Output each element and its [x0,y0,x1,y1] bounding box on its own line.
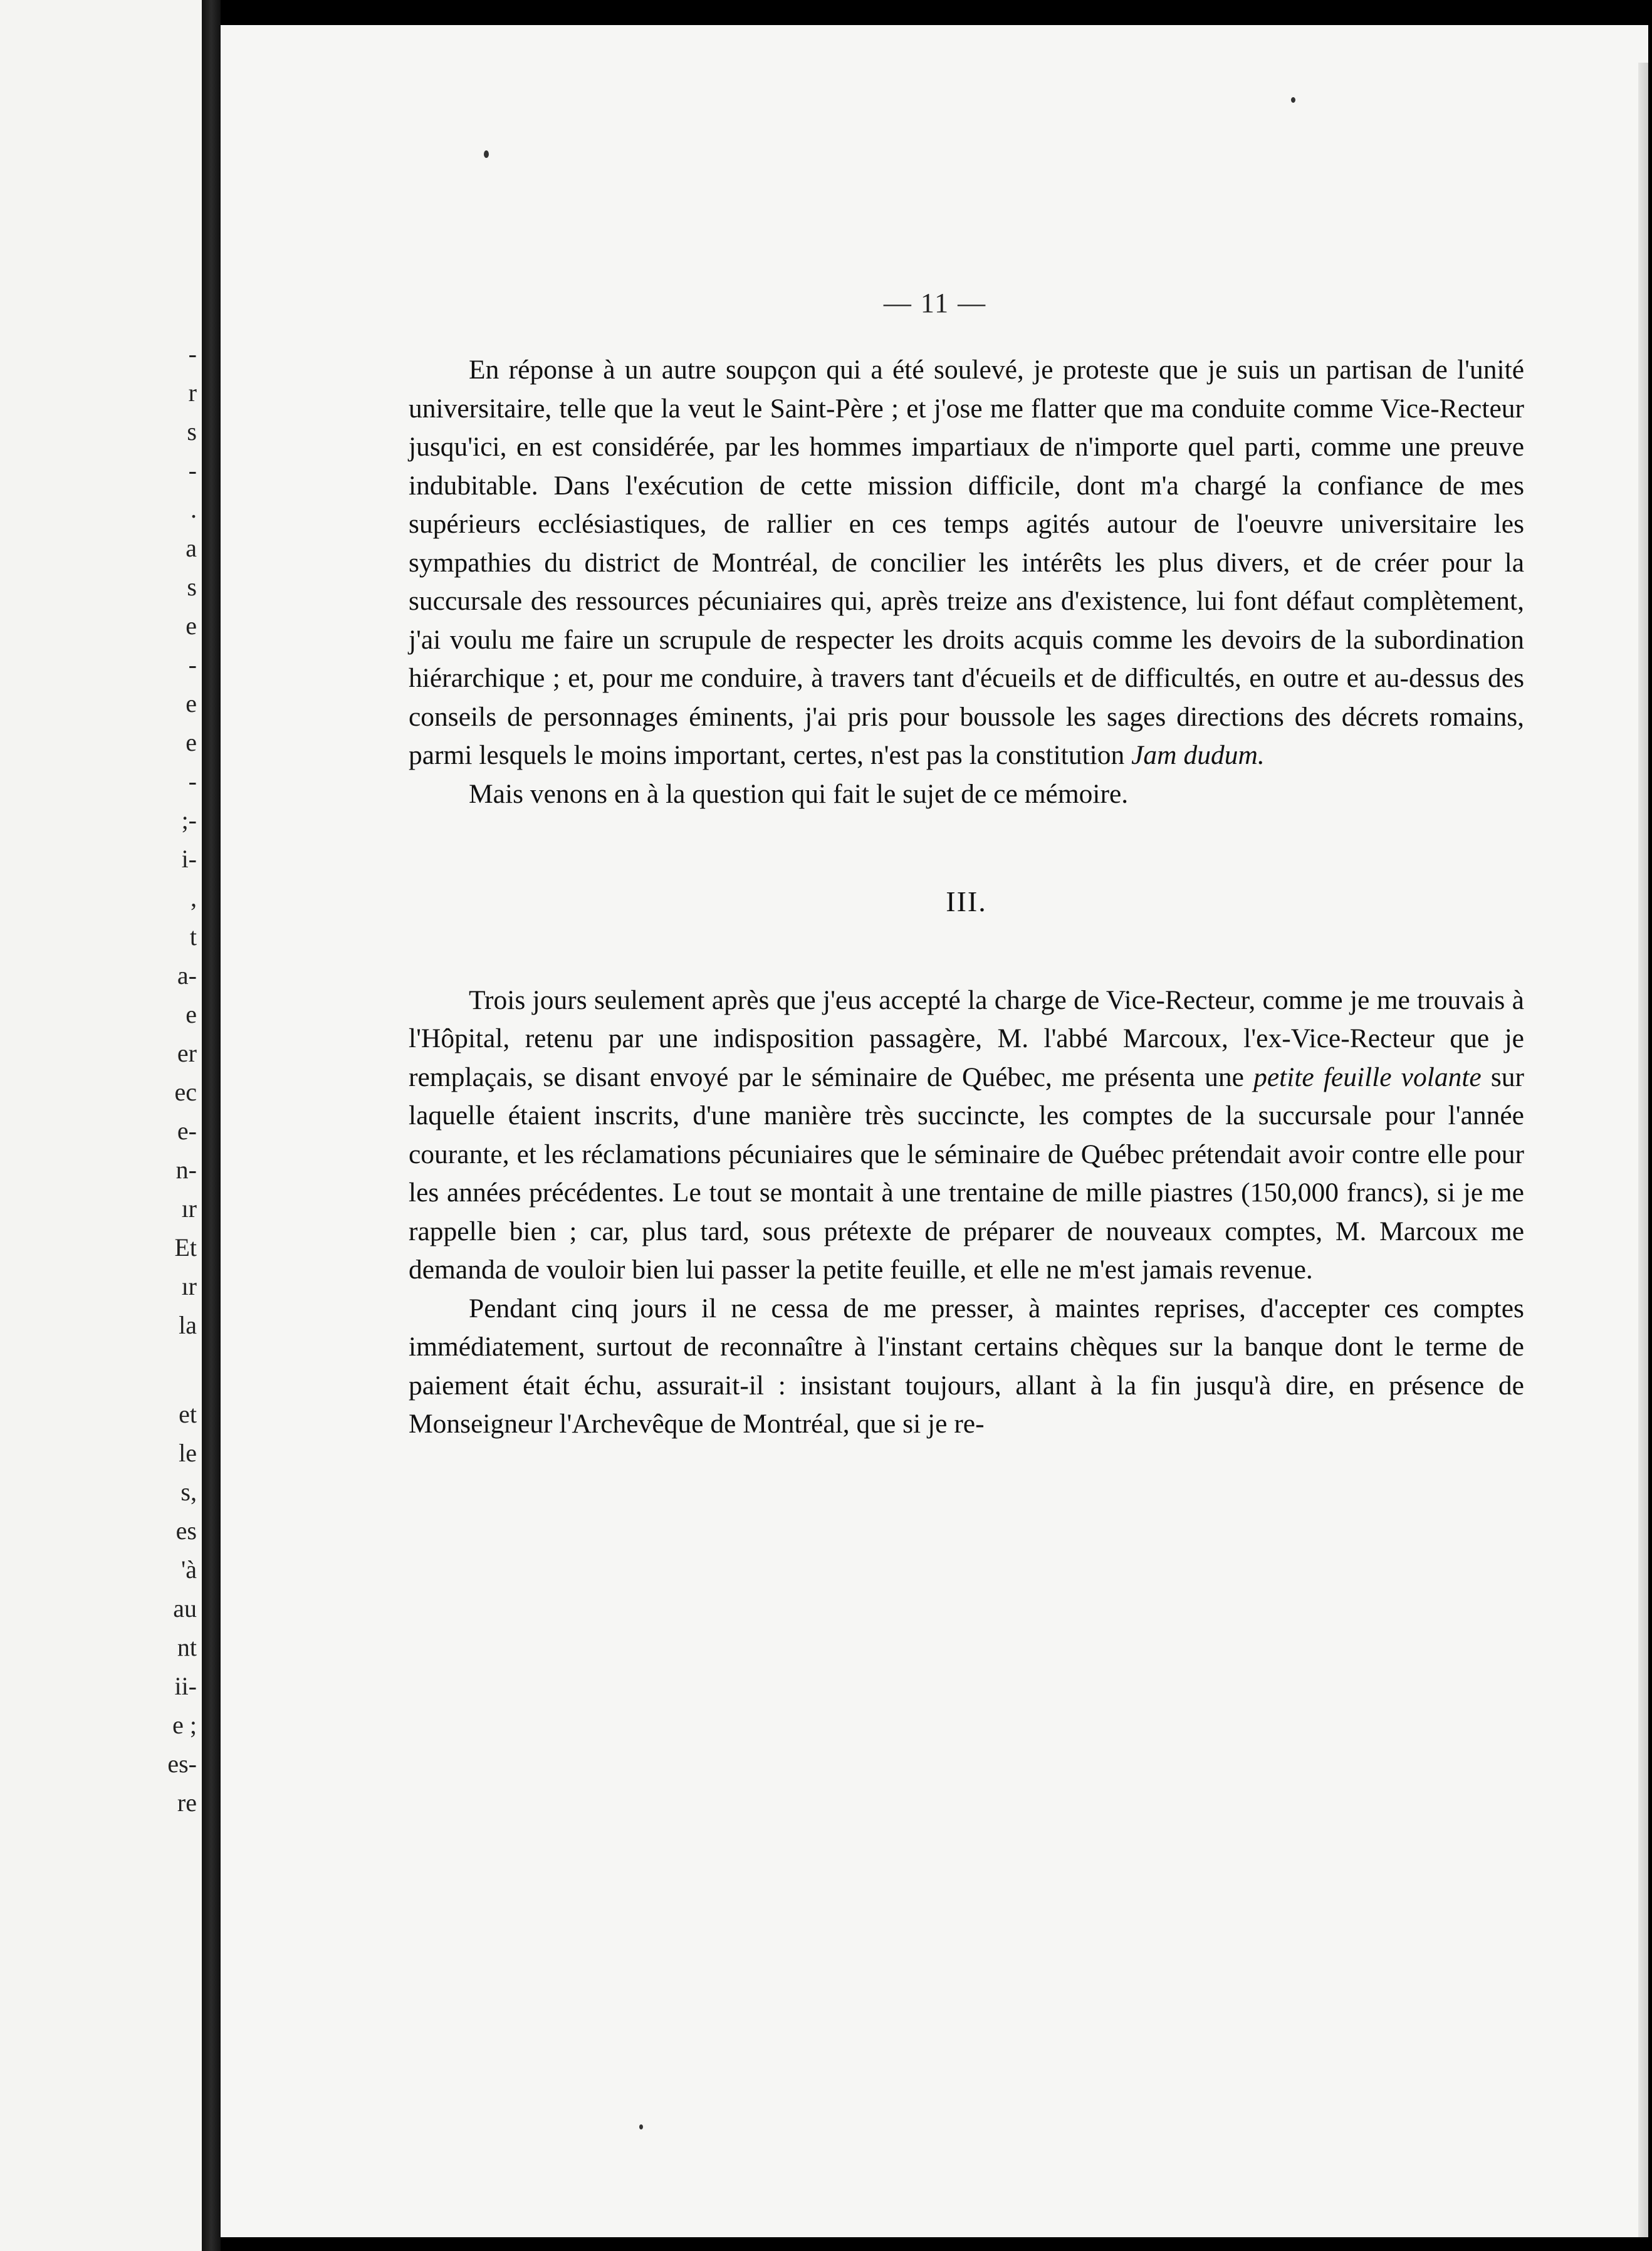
paragraph-text: Trois jours seulement après que j'eus accepté la charge de Vice-Recteur, comme je me trouvais à l'Hôpital, retenu par une indisposition passagère, M. l'abbé Marcoux, l'ex-Vice-Recteur que je remplaçais, se disant envoyé par le séminaire de Québec, me présenta une [409,984,1524,1092]
left-page-fragment: e ; [172,1711,197,1739]
left-page-fragment: e [186,728,197,756]
left-page-fragment: ;- [181,806,197,834]
left-page-fragment: i- [181,845,197,873]
left-page-fragment: ec [174,1078,197,1106]
left-page-fragment: es- [167,1750,197,1778]
left-page-fragment: nt [177,1633,197,1661]
left-page-fragment: s [187,573,197,601]
page-number: — 11 — [883,288,987,318]
left-page-fragment: a [186,534,197,562]
ink-speck [484,150,489,158]
left-page-fragment: s [187,417,197,446]
left-page-fragment: n- [175,1156,197,1184]
left-page-fragment: ır [181,1194,197,1223]
paragraph-text: sur laquelle étaient inscrits, d'une manière très succincte, les comptes de la succursale pour l'année courante, et les réclamations pécuniaires que le séminaire de Québec prétendait avoir contre elle pour les années précédentes. Le tout se montait à une trentaine de mille piastres (150,000 francs), si je me rappelle bien ; car, plus tard, sous prétexte de préparer de nouveaux comptes, M. Marcoux me demanda de vouloir bien lui passer la petite feuille, et elle ne m'est jamais revenue. [409,1062,1525,1285]
ink-speck [639,2124,643,2129]
left-page-fragment: t [189,922,197,951]
paragraph: Mais venons en à la question qui fait le sujet de ce mémoire. [469,778,1129,809]
page-edge [1638,63,1648,2237]
left-page-margin [0,0,202,2251]
left-page-fragment: a- [177,961,197,990]
left-page-fragment: r [188,379,197,407]
ink-speck [1291,97,1295,103]
italic-phrase: petite feuille volante [1253,1062,1482,1092]
left-page-fragment: - [188,456,197,484]
left-page-fragment: es [175,1517,197,1545]
left-page-fragment: e- [177,1117,197,1145]
left-page-fragment: - [188,650,197,679]
left-page-fragment: et [179,1400,197,1428]
left-page-fragment: ır [181,1272,197,1300]
left-page-fragment: er [177,1039,197,1067]
left-page-fragment: , [191,884,197,912]
left-page-fragment: 'à [181,1555,197,1584]
body-text [409,351,1524,1444]
paragraph: Pendant cinq jours il ne cessa de me presser, à maintes reprises, d'accepter ces comptes immédiatement, surtout de reconnaître à l'instant certains chèques sur la banque dont le terme de paiement était échu, assurait-il : insistant toujours, allant à la fin jusqu'à dire, en présence de Monseigneur l'Archevêque de Montréal, que si je re- [409,1293,1524,1439]
section-heading: III. [946,885,987,917]
left-page-fragment: e [186,1000,197,1028]
paragraph-text: En réponse à un autre soupçon qui a été soulevé, je proteste que je suis un partisan de l'unité universitaire, telle que la veut le Saint-Père ; et j'ose me flatter que ma conduite comme Vice-Recteur jusqu'ici, en est considérée, par les hommes impartiaux de n'importe quel parti, comme une preuve indubitable. Dans l'exécution de cette mission difficile, dont m'a chargé la confiance de mes supérieurs ecclésiastiques, de rallier en ces temps agités autour de l'oeuvre universitaire les sympathies du district de Montréal, de concilier les intérêts les plus divers, et de créer pour la succursale des ressources pécuniaires qui, après treize ans d'existence, lui font défaut complètement, j'ai voulu me faire un scrupule de respecter les droits acquis comme les devoirs de la subordination hiérarchique ; et, pour me conduire, à travers tant d'écueils et de difficultés, en outre et au-dessus des conseils de personnages éminents, j'ai pris pour boussole les sages directions des décrets romains, parmi lesquels le moins important, certes, n'est pas la constitution [409,355,1524,770]
paragraph [409,351,1524,775]
italic-title: Jam dudum. [1131,740,1265,770]
left-page-fragment: re [177,1789,197,1817]
left-page-fragment: Et [174,1233,197,1261]
left-page-fragment: - [188,340,197,368]
left-page-fragment: au [173,1594,197,1622]
left-page-fragment: la [179,1311,197,1339]
left-page-fragment: le [179,1439,197,1467]
left-page-fragment: e [186,689,197,718]
main-page [221,25,1648,2237]
paragraph [409,981,1524,1290]
left-page-fragment: e [186,612,197,640]
left-page-fragment: ii- [174,1672,197,1700]
book-gutter [202,0,221,2251]
left-page-fragment: - [188,767,197,795]
left-page-fragment: . [191,495,197,523]
left-page-fragment: s, [180,1478,197,1506]
